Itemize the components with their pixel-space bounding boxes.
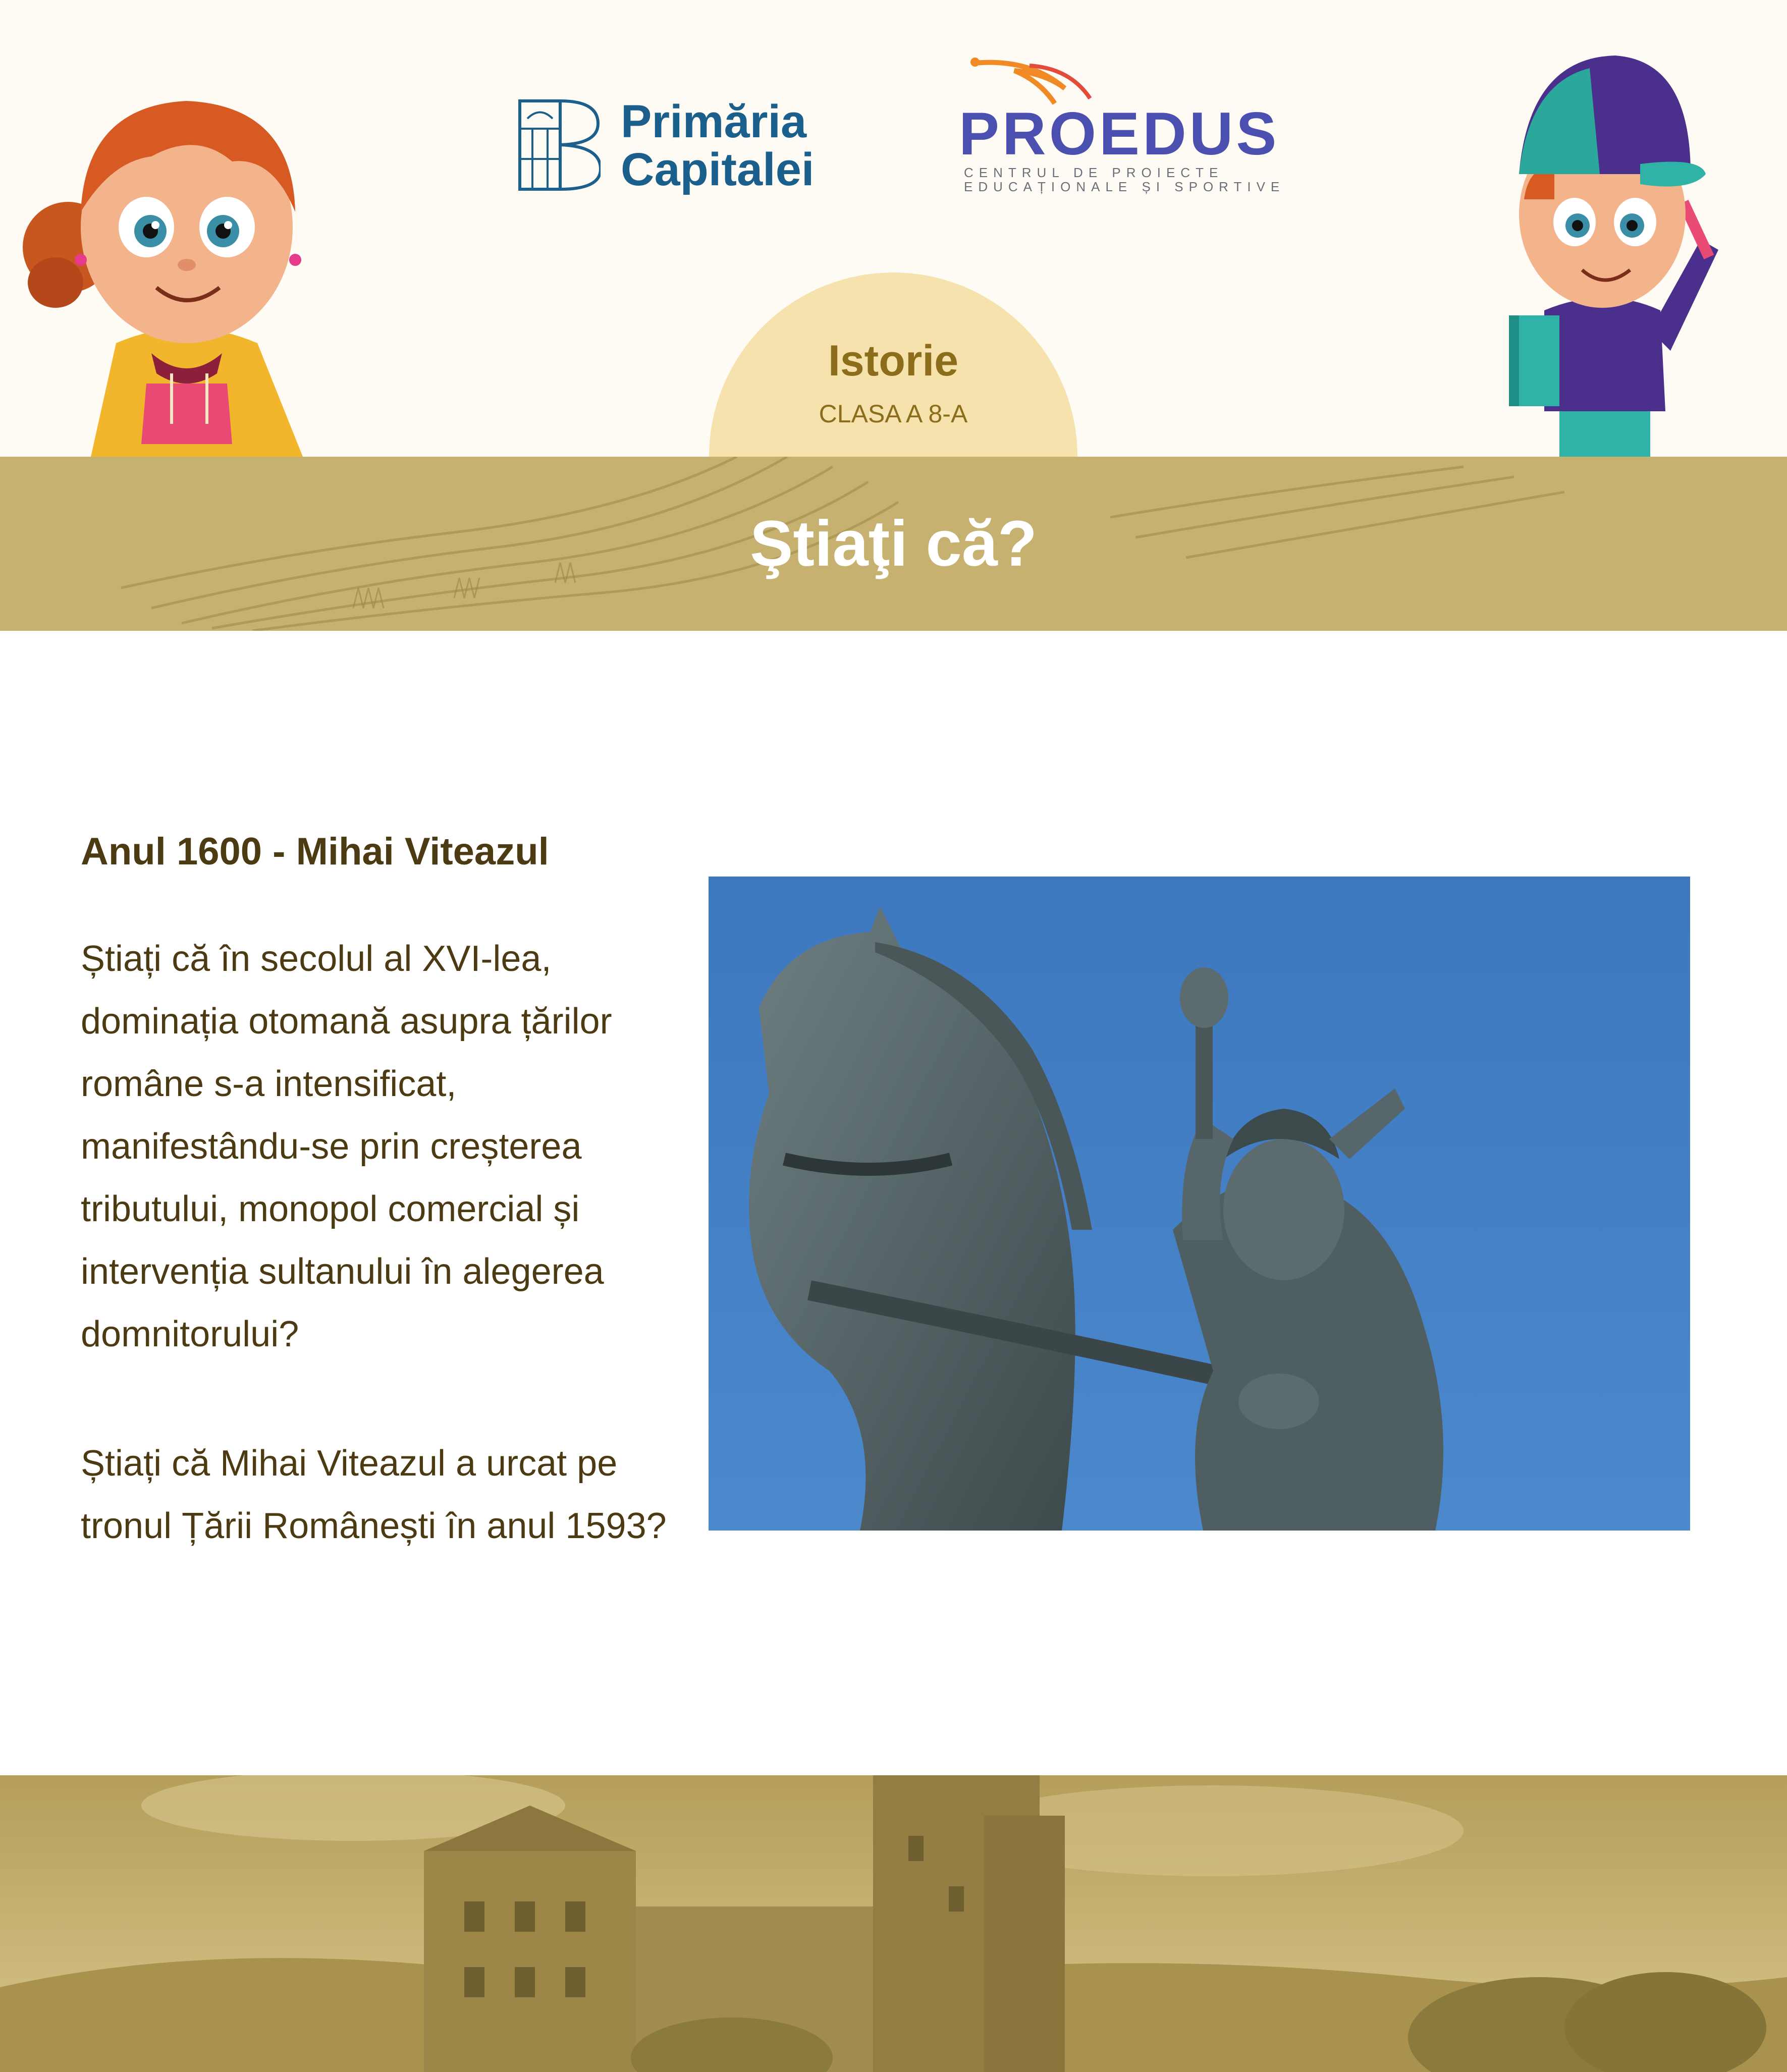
boy-mascot-illustration xyxy=(1489,48,1721,457)
girl-mascot-illustration xyxy=(20,61,343,457)
primaria-building-icon xyxy=(517,98,601,192)
statue-illustration xyxy=(709,877,1690,1531)
subject-title: Istorie xyxy=(828,337,959,385)
banner-title: Ştiaţi că? xyxy=(749,508,1038,580)
proedus-tagline-1: CENTRUL DE PROIECTE xyxy=(964,165,1224,180)
mihai-viteazul-statue-photo xyxy=(709,877,1690,1531)
proedus-wordmark: PROEDUS xyxy=(959,100,1280,168)
header xyxy=(0,0,1787,457)
paragraph-2: Știați că Mihai Viteazul a urcat pe tronul Țării Românești în anul 1593? xyxy=(81,1443,667,1546)
paragraph-1: Știați că în secolul al XVI-lea, dominația otomană asupra țărilor române s-a intensificat, manifestându-se prin creșterea tributului, monopol comercial și intervenția sultanului în alegerea domnitorului? xyxy=(81,939,612,1354)
primaria-capitalei-logo[interactable] xyxy=(517,98,860,194)
subject-class: CLASA A 8-A xyxy=(819,400,968,428)
castle-footer-illustration xyxy=(0,1775,1787,2072)
proedus-logo[interactable] xyxy=(959,53,1285,194)
title-banner xyxy=(0,457,1787,631)
content-heading: Anul 1600 - Mihai Viteazul xyxy=(81,830,549,873)
primaria-logo-line2: Capitalei xyxy=(621,144,815,195)
primaria-logo-line1: Primăria xyxy=(621,96,807,147)
castle-landscape xyxy=(0,1775,1787,2072)
proedus-tagline-2: EDUCAȚIONALE ȘI SPORTIVE xyxy=(964,179,1285,194)
